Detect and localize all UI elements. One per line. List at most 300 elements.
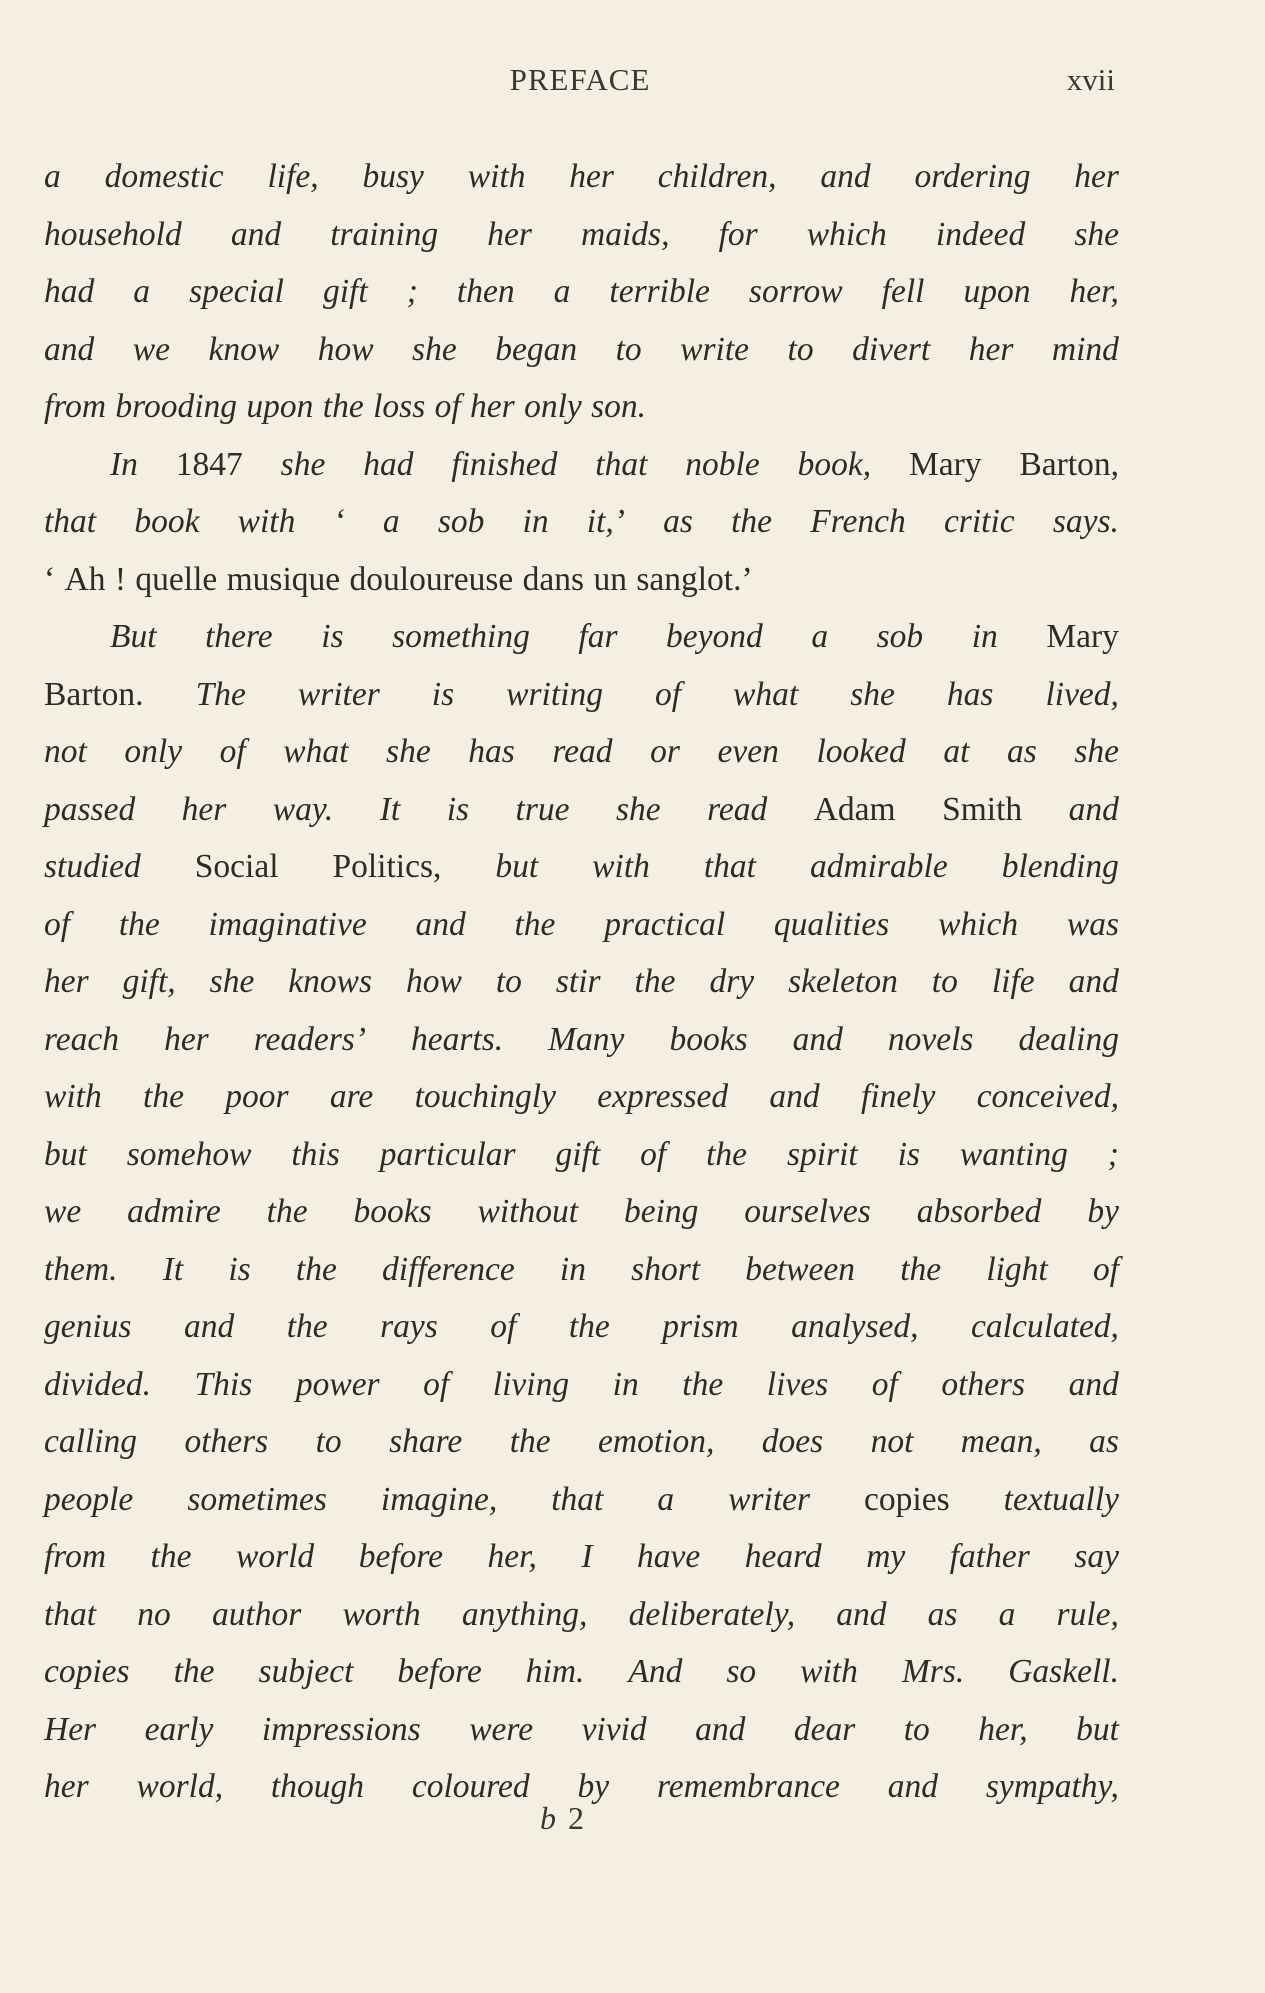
text-word: life, [267, 158, 319, 195]
text-word: so [726, 1653, 757, 1690]
text-word: and [44, 330, 95, 368]
text-word: her [164, 1020, 209, 1058]
text-word: ; [406, 273, 418, 310]
text-word: began [495, 330, 578, 368]
text-word: dealing [1018, 1020, 1119, 1058]
text-word: loss [373, 388, 426, 425]
text-word: busy [362, 158, 424, 195]
text-word: and [415, 905, 466, 943]
text-word: and [230, 215, 282, 253]
text-word: we [44, 1193, 82, 1230]
text-word: Adam [813, 790, 896, 828]
text-word: had [44, 273, 95, 310]
text-word: know [208, 330, 280, 368]
text-word: admirable [809, 848, 948, 885]
text-word: which [938, 905, 1019, 943]
text-word: to [931, 963, 958, 1000]
text-word: vivid [581, 1710, 647, 1748]
text-word: the [266, 1193, 308, 1230]
text-word: the [143, 1078, 184, 1115]
text-line [44, 263, 1119, 321]
text-word: ‘ [333, 503, 345, 540]
text-word: with [592, 848, 650, 885]
text-word: that [595, 445, 648, 483]
text-word: writer [728, 1480, 811, 1518]
text-word: only [524, 388, 582, 425]
text-word: divert [852, 330, 931, 368]
text-word: It [379, 790, 401, 828]
text-word: and [792, 1020, 843, 1058]
text-line [44, 551, 1119, 609]
text-word: of [640, 1135, 667, 1173]
text-word: that [703, 848, 756, 885]
text-word: Smith [942, 790, 1023, 828]
text-word: poor [225, 1078, 289, 1115]
text-word: does [761, 1423, 824, 1460]
text-word: genius [44, 1308, 132, 1345]
text-word: her [44, 1768, 89, 1805]
text-word: subject [258, 1653, 354, 1690]
text-word: beyond [666, 618, 763, 655]
text-word: lived, [1045, 675, 1119, 713]
text-word: dear [793, 1710, 856, 1748]
text-word: her, [1069, 273, 1119, 310]
text-word: she [615, 790, 661, 828]
text-word: of [434, 388, 461, 425]
text-word: the [118, 905, 160, 943]
text-word: says. [1052, 503, 1119, 540]
text-word: reach [44, 1020, 120, 1058]
text-word: how [317, 330, 374, 368]
text-word: her [181, 790, 227, 828]
text-word: which [806, 215, 887, 253]
text-word: to [615, 330, 642, 368]
text-word: And [628, 1653, 683, 1690]
text-word: Social [194, 848, 279, 885]
text-word: deliberately, [628, 1595, 796, 1633]
text-word: textually [1003, 1480, 1119, 1518]
text-word: a [133, 273, 151, 310]
text-word: ourselves [744, 1193, 871, 1230]
text-word: is [897, 1135, 920, 1173]
text-line [44, 781, 1119, 839]
text-word: mean, [960, 1423, 1042, 1460]
text-word: The [195, 675, 246, 713]
text-word: in [612, 1365, 639, 1403]
text-word: sorrow [748, 273, 843, 310]
text-word: practical [604, 905, 726, 943]
text-word: knows [288, 963, 373, 1000]
text-word: readers’ [253, 1020, 366, 1058]
text-word: imagine, [380, 1480, 498, 1518]
running-head-title: PREFACE [509, 62, 651, 97]
text-word: son. [591, 388, 647, 425]
text-line [44, 1011, 1119, 1069]
text-word: power [295, 1365, 380, 1403]
text-word: not [44, 733, 87, 770]
text-word: terrible [609, 273, 710, 310]
text-word: read [552, 733, 613, 770]
text-word: for [718, 215, 758, 253]
text-word: finished [451, 445, 558, 483]
text-word: is [321, 618, 344, 655]
text-word: she [1074, 215, 1119, 253]
text-word: true [515, 790, 570, 828]
text-line [44, 1586, 1119, 1644]
text-word: though [270, 1768, 364, 1805]
text-word: the [509, 1423, 551, 1460]
text-word: as [1089, 1423, 1119, 1460]
text-word: divided. [44, 1365, 151, 1403]
text-word: I [581, 1538, 593, 1575]
text-word: somehow [126, 1135, 252, 1173]
text-line [44, 666, 1119, 724]
text-word: difference [382, 1250, 515, 1288]
text-word: and [695, 1710, 746, 1748]
text-line [44, 838, 1119, 896]
text-word: how [406, 963, 462, 1000]
text-word: the [322, 388, 364, 425]
text-word: special [189, 273, 284, 310]
text-word: this [291, 1135, 340, 1173]
text-word: her [569, 158, 614, 195]
text-word: Mary [1046, 618, 1119, 655]
text-word: conceived, [976, 1078, 1119, 1115]
text-word: and [1068, 790, 1119, 828]
text-word: the [173, 1653, 215, 1690]
text-line [44, 378, 1119, 436]
text-word: the [568, 1308, 610, 1345]
text-word: and [1068, 1365, 1119, 1403]
text-line [44, 493, 1119, 551]
text-line [44, 608, 1119, 666]
text-word: books [669, 1020, 748, 1058]
text-word: not [870, 1423, 914, 1460]
text-word: Mrs. [901, 1653, 965, 1690]
text-word: even [717, 733, 779, 770]
text-word: looked [816, 733, 906, 770]
text-word: wanting [959, 1135, 1068, 1173]
text-word: author [211, 1595, 302, 1633]
text-line [44, 1183, 1119, 1241]
text-word: the [514, 905, 556, 943]
text-word: imaginative [208, 905, 367, 943]
text-word: him. [525, 1653, 585, 1690]
text-word: Gaskell. [1008, 1653, 1119, 1690]
text-word: by [577, 1768, 610, 1805]
text-word: ‘ [44, 560, 56, 598]
text-word: quelle [135, 560, 218, 598]
text-word: her, [978, 1710, 1028, 1748]
text-word: is [431, 675, 455, 713]
text-word: and [836, 1595, 887, 1633]
text-word: calling [44, 1423, 138, 1460]
text-word: admire [127, 1193, 221, 1230]
text-word: a [382, 503, 400, 540]
body-text [44, 148, 1119, 1816]
text-word: critic [943, 503, 1015, 540]
text-word: ! [114, 560, 127, 598]
text-word: passed [44, 790, 136, 828]
text-word: it,’ [586, 503, 625, 540]
text-word: living [492, 1365, 570, 1403]
text-line [44, 1701, 1119, 1759]
text-word: blending [1001, 848, 1119, 885]
text-word: or [650, 733, 680, 770]
text-word: gift [555, 1135, 601, 1173]
text-word: sob [876, 618, 924, 655]
text-word: worth [342, 1595, 421, 1633]
text-word: copies [44, 1653, 130, 1690]
text-word: life [991, 963, 1035, 1000]
text-word: but [1076, 1710, 1119, 1748]
text-word: prism [662, 1308, 739, 1345]
text-word: in [971, 618, 998, 655]
text-word: was [1066, 905, 1119, 943]
text-word: dry [709, 963, 755, 1000]
text-word: sympathy, [985, 1768, 1119, 1805]
text-line [44, 1471, 1119, 1529]
text-word: sometimes [187, 1480, 327, 1518]
text-word: as [663, 503, 693, 540]
page-number: xvii [1066, 62, 1115, 97]
text-word: brooding [115, 388, 238, 425]
text-word: of [871, 1365, 898, 1403]
text-word: book, [797, 445, 872, 483]
text-word: 1847 [175, 445, 243, 483]
text-word: finely [860, 1078, 936, 1115]
text-word: before [397, 1653, 482, 1690]
text-word: French [810, 503, 906, 540]
text-word: writer [297, 675, 380, 713]
text-word: read [707, 790, 768, 828]
text-word: then [456, 273, 515, 310]
text-line [44, 1068, 1119, 1126]
text-word: between [745, 1250, 855, 1288]
text-word: and [183, 1308, 235, 1345]
text-word: short [631, 1250, 701, 1288]
text-word: absorbed [916, 1193, 1042, 1230]
text-word: to [903, 1710, 930, 1748]
text-word: It [162, 1250, 184, 1288]
text-word: musique [226, 560, 341, 598]
text-word: dans [522, 560, 585, 598]
running-head [0, 62, 1265, 106]
text-word: being [623, 1193, 699, 1230]
text-word: is [228, 1250, 251, 1288]
text-word: she [412, 330, 457, 368]
text-word: were [469, 1710, 534, 1748]
text-line [44, 1356, 1119, 1414]
text-word: say [1074, 1538, 1119, 1575]
text-word: gift, [122, 963, 176, 1000]
text-word: light [986, 1250, 1048, 1288]
text-word: her [968, 330, 1014, 368]
text-word: domestic [104, 158, 224, 195]
text-word: she [209, 963, 255, 1000]
text-word: has [946, 675, 994, 713]
text-word: copies [864, 1480, 950, 1518]
text-word: a [998, 1595, 1016, 1633]
text-word: before [358, 1538, 444, 1575]
text-word: training [330, 215, 439, 253]
text-line [44, 436, 1119, 494]
text-word: early [144, 1710, 214, 1748]
text-word: by [1087, 1193, 1119, 1230]
text-word: in [559, 1250, 586, 1288]
text-word: the [150, 1538, 192, 1575]
text-word: impressions [261, 1710, 421, 1748]
text-word: to [787, 330, 814, 368]
text-word: there [205, 618, 273, 655]
text-word: we [132, 330, 170, 368]
text-word: lives [766, 1365, 829, 1403]
text-word: from [44, 1538, 107, 1575]
text-word: gift [322, 273, 368, 310]
text-word: but [44, 1135, 87, 1173]
text-word: indeed [935, 215, 1026, 253]
text-word: world [235, 1538, 315, 1575]
text-word: household [44, 215, 182, 253]
text-word: them. [44, 1250, 118, 1288]
text-word: she [1074, 733, 1119, 770]
text-word: as [927, 1595, 958, 1633]
text-word: father [949, 1538, 1030, 1575]
text-word: that [44, 503, 97, 540]
text-word: But [110, 618, 157, 655]
text-word: Ah [64, 560, 106, 598]
text-line [44, 148, 1119, 206]
text-word: Mary [908, 445, 982, 483]
text-word: skeleton [788, 963, 898, 1000]
text-word: touchingly [414, 1078, 556, 1115]
text-word: sob [437, 503, 485, 540]
text-word: a [553, 273, 571, 310]
text-word: calculated, [971, 1308, 1119, 1345]
text-word: a [657, 1480, 675, 1518]
text-word: of [423, 1365, 450, 1403]
text-word: hearts. [411, 1020, 504, 1058]
text-word: her [44, 963, 89, 1000]
text-word: ordering [914, 158, 1031, 195]
text-word: with [800, 1653, 858, 1690]
text-word: way. [272, 790, 334, 828]
text-word: maids, [581, 215, 670, 253]
text-word: something [392, 618, 530, 655]
text-word: heard [744, 1538, 822, 1575]
text-line [44, 1528, 1119, 1586]
text-word: upon [246, 388, 314, 425]
text-word: as [1006, 733, 1037, 770]
text-line [44, 1126, 1119, 1184]
text-word: the [706, 1135, 748, 1173]
text-word: Barton. [44, 675, 144, 713]
text-word: the [286, 1308, 328, 1345]
text-word: write [680, 330, 750, 368]
text-word: writing [506, 675, 603, 713]
text-word: and [1068, 963, 1119, 1000]
text-word: particular [379, 1135, 516, 1173]
text-word: her [470, 388, 515, 425]
signature-letter: b [540, 1800, 558, 1836]
text-word: emotion, [598, 1423, 715, 1460]
text-word: have [637, 1538, 701, 1575]
text-word: that [44, 1595, 97, 1633]
text-word: book [134, 503, 200, 540]
signature-mark [540, 1800, 586, 1837]
text-word: anything, [461, 1595, 588, 1633]
text-word: of [654, 675, 682, 713]
text-word: and [820, 158, 871, 195]
text-word: Barton, [1019, 445, 1119, 483]
text-word: coloured [411, 1768, 530, 1805]
text-word: she [850, 675, 895, 713]
text-word: no [137, 1595, 171, 1633]
text-word: but [495, 848, 539, 885]
text-word: and [887, 1768, 939, 1805]
text-line [44, 206, 1119, 264]
text-word: the [682, 1365, 724, 1403]
text-word: has [468, 733, 515, 770]
text-word: This [194, 1365, 253, 1403]
text-word: remembrance [656, 1768, 840, 1805]
text-word: of [1092, 1250, 1119, 1288]
text-word: world, [136, 1768, 224, 1805]
text-word: qualities [773, 905, 890, 943]
text-word: only [124, 733, 183, 770]
text-line [44, 1241, 1119, 1299]
text-word: she [386, 733, 431, 770]
text-word: of [490, 1308, 517, 1345]
text-word: in [522, 503, 549, 540]
text-word: a [44, 158, 61, 195]
text-word: her [1074, 158, 1119, 195]
text-word: upon [963, 273, 1031, 310]
text-word: the [731, 503, 773, 540]
text-word: to [495, 963, 522, 1000]
text-word: of [44, 905, 71, 943]
text-line [44, 321, 1119, 379]
text-word: books [353, 1193, 432, 1230]
text-line [44, 1298, 1119, 1356]
text-word: share [389, 1423, 463, 1460]
text-word: ; [1107, 1135, 1119, 1173]
text-word: the [634, 963, 676, 1000]
text-word: her [487, 215, 532, 253]
text-word: mind [1051, 330, 1119, 368]
text-word: spirit [786, 1135, 858, 1173]
text-line [44, 1643, 1119, 1701]
text-word: are [329, 1078, 374, 1115]
text-word: children, [657, 158, 777, 195]
text-word: Politics, [332, 848, 442, 885]
text-word: that [551, 1480, 604, 1518]
text-word: to [315, 1423, 342, 1460]
text-word: analysed, [791, 1308, 919, 1345]
text-word: the [900, 1250, 942, 1288]
text-word: sanglot.’ [636, 560, 753, 598]
text-word: with [237, 503, 296, 540]
text-word: with [467, 158, 526, 195]
text-word: her, [487, 1538, 537, 1575]
text-word: from [44, 388, 107, 425]
text-word: my [866, 1538, 906, 1575]
text-word: a [811, 618, 829, 655]
text-word: novels [887, 1020, 974, 1058]
text-word: and [769, 1078, 820, 1115]
text-line [44, 1413, 1119, 1471]
text-word: far [578, 618, 618, 655]
